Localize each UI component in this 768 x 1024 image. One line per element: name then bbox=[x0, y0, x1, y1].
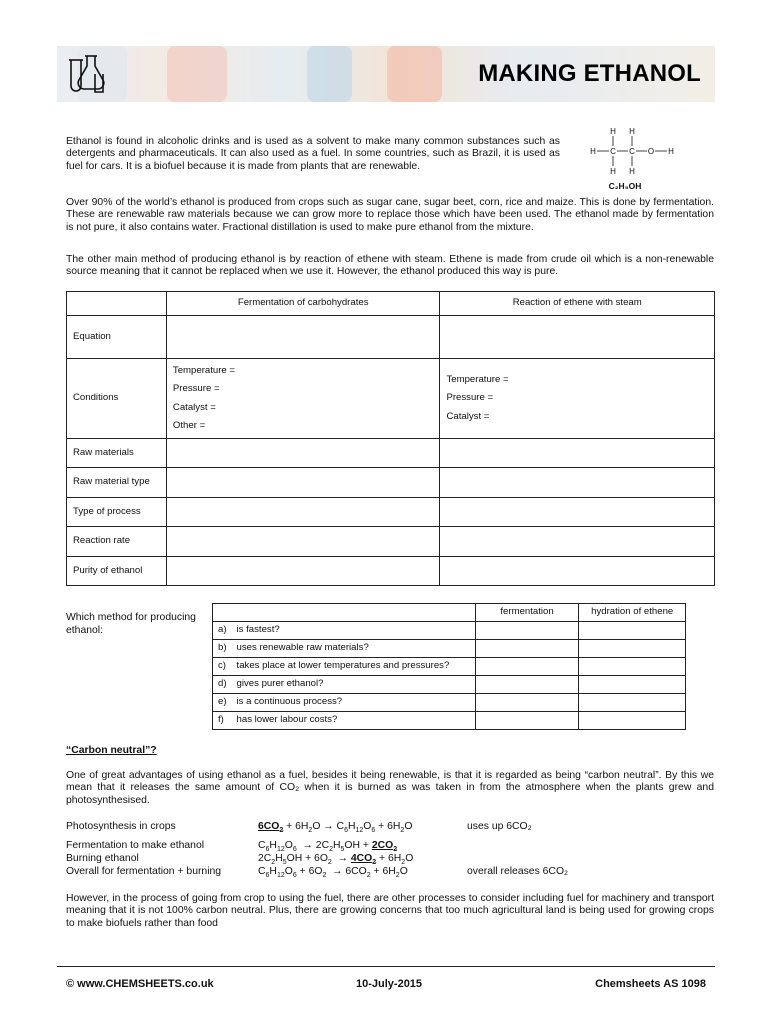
row-label: Type of process bbox=[67, 498, 167, 527]
process-note: uses up 6CO₂ bbox=[467, 821, 532, 832]
item-letter: e) bbox=[213, 694, 232, 712]
item-question: takes place at lower temperatures and pressures? bbox=[232, 658, 476, 676]
item-question: is fastest? bbox=[232, 622, 476, 640]
page-title: MAKING ETHANOL bbox=[478, 60, 701, 87]
answer-cell[interactable] bbox=[475, 640, 579, 658]
atom-label: C bbox=[610, 147, 616, 156]
overall-equation: $C_6H_{12}O_6 + 6O_2 \to 6CO_2 + 6H_2O$ bbox=[258, 866, 408, 880]
condition-label: Temperature = bbox=[172, 364, 236, 376]
which-method-label: Which method for producing ethanol: bbox=[66, 612, 196, 636]
row-label: Equation bbox=[67, 316, 167, 359]
intro-paragraph-1: Ethanol is found in alcoholic drinks and is used as a solvent to make many common substances such as detergents and pharmaceuticals. It can also used as a fuel. In some countries, such as Brazil, it is used as fuel for cars. It is a biofuel because it is made from plants that are renewable. bbox=[66, 136, 560, 172]
item-question: has lower labour costs? bbox=[232, 712, 476, 730]
answer-cell[interactable] bbox=[440, 468, 715, 498]
carbon-neutral-paragraph: One of great advantages of using ethanol as a fuel, besides it being renewable, is that it is regarded as being “carbon neutral”. By this we mean that it releases the same amount of CO₂ when it is burned as was taken in from the atmosphere when the plants grew and photosynthesised. bbox=[66, 770, 714, 806]
photosynthesis-equation: $6CO_2 + 6H_2O \to C_6H_{12}O_6 + 6H_2O$ bbox=[258, 821, 413, 835]
banner-decoration bbox=[387, 46, 442, 102]
closing-paragraph: However, in the process of going from crop to using the fuel, there are other processes to consider including fuel for machinery and transport meaning that it is not 100% carbon neutral. Plus, there are growing concerns that too much agricultural land is being used for growing crops to make biofuels rather than food bbox=[66, 893, 714, 929]
process-label: Fermentation to make ethanol bbox=[66, 840, 205, 851]
process-label: Burning ethanol bbox=[66, 853, 139, 864]
column-header-hydration: hydration of ethene bbox=[579, 604, 686, 622]
footer-divider bbox=[57, 966, 715, 967]
process-note: overall releases 6CO₂ bbox=[467, 866, 569, 877]
item-letter: d) bbox=[213, 676, 232, 694]
answer-cell[interactable] bbox=[166, 439, 440, 468]
atom-label: H bbox=[629, 127, 635, 136]
row-label: Purity of ethanol bbox=[67, 557, 167, 586]
condition-label: Temperature = bbox=[446, 373, 509, 385]
answer-cell[interactable] bbox=[440, 439, 715, 468]
footer-website: © www.CHEMSHEETS.co.uk bbox=[66, 978, 214, 990]
comparison-table bbox=[66, 291, 715, 586]
atom-label: H bbox=[590, 147, 596, 156]
header-empty-cell bbox=[67, 292, 167, 316]
banner-decoration bbox=[167, 46, 227, 102]
row-label: Raw material type bbox=[67, 468, 167, 498]
burning-equation: $2C_2H_5OH + 6O_2 \to 4CO_2 + 6H_2O$ bbox=[258, 853, 414, 867]
header-banner bbox=[57, 46, 715, 102]
answer-cell[interactable] bbox=[440, 316, 715, 359]
atom-label: H bbox=[610, 127, 616, 136]
item-letter: c) bbox=[213, 658, 232, 676]
atom-label: O bbox=[647, 147, 655, 156]
atom-label: H bbox=[610, 167, 616, 176]
row-label: Raw materials bbox=[67, 439, 167, 468]
answer-cell[interactable] bbox=[166, 557, 440, 586]
answer-cell[interactable] bbox=[579, 640, 686, 658]
column-header-fermentation: Fermentation of carbohydrates bbox=[166, 292, 440, 316]
column-header-fermentation: fermentation bbox=[475, 604, 579, 622]
answer-cell[interactable] bbox=[166, 527, 440, 557]
answer-cell[interactable] bbox=[166, 468, 440, 498]
which-method-table bbox=[212, 603, 686, 730]
atom-label: C bbox=[629, 147, 635, 156]
answer-cell[interactable] bbox=[475, 712, 579, 730]
item-question: gives purer ethanol? bbox=[232, 676, 476, 694]
column-header-ethene-steam: Reaction of ethene with steam bbox=[440, 292, 715, 316]
footer-date: 10-July-2015 bbox=[356, 978, 423, 990]
ethanol-structure-diagram bbox=[585, 126, 685, 192]
atom-label: H bbox=[629, 167, 635, 176]
answer-cell[interactable] bbox=[475, 694, 579, 712]
conditions-cell-ethene[interactable] bbox=[440, 359, 715, 439]
answer-cell[interactable] bbox=[440, 527, 715, 557]
header-empty-cell bbox=[213, 604, 476, 622]
answer-cell[interactable] bbox=[579, 676, 686, 694]
intro-paragraph-3: The other main method of producing ethanol is by reaction of ethene with steam. Ethene is made from crude oil which is a non-renewable source meaning that it cannot be replaced when we use it. However, the ethanol produced this way is pure. bbox=[66, 254, 714, 278]
glassware-icon bbox=[65, 52, 107, 98]
condition-label: Catalyst = bbox=[446, 410, 490, 422]
footer-sheet-code: Chemsheets AS 1098 bbox=[595, 978, 706, 990]
molecular-formula: C₂H₅OH bbox=[608, 181, 642, 191]
answer-cell[interactable] bbox=[579, 694, 686, 712]
fermentation-equation: $C_6H_{12}O_6 \to 2C_2H_5OH + 2CO_2$ bbox=[258, 840, 398, 854]
carbon-neutral-heading: “Carbon neutral”? bbox=[66, 745, 157, 756]
answer-cell[interactable] bbox=[475, 658, 579, 676]
banner-decoration bbox=[307, 46, 352, 102]
condition-label: Catalyst = bbox=[172, 401, 216, 413]
answer-cell[interactable] bbox=[475, 676, 579, 694]
row-label: Conditions bbox=[67, 359, 167, 439]
answer-cell[interactable] bbox=[475, 622, 579, 640]
conditions-cell-fermentation[interactable] bbox=[166, 359, 440, 439]
item-letter: b) bbox=[213, 640, 232, 658]
item-letter: a) bbox=[213, 622, 232, 640]
answer-cell[interactable] bbox=[440, 557, 715, 586]
answer-cell[interactable] bbox=[579, 658, 686, 676]
item-letter: f) bbox=[213, 712, 232, 730]
answer-cell[interactable] bbox=[166, 316, 440, 359]
condition-label: Pressure = bbox=[446, 392, 494, 404]
condition-label: Other = bbox=[172, 420, 206, 431]
answer-cell[interactable] bbox=[440, 498, 715, 527]
answer-cell[interactable] bbox=[579, 622, 686, 640]
row-label: Reaction rate bbox=[67, 527, 167, 557]
atom-label: H bbox=[668, 147, 674, 156]
intro-paragraph-2: Over 90% of the world’s ethanol is produced from crops such as sugar cane, sugar beet, corn, rice and maize. This is done by fermentation. These are renewable raw materials because we can grow more to replace those which have been used. The ethanol made by fermentation is not pure, it also contains water. Fractional distillation is used to make pure ethanol from the mixture. bbox=[66, 197, 714, 233]
item-question: is a continuous process? bbox=[232, 694, 476, 712]
answer-cell[interactable] bbox=[166, 498, 440, 527]
process-label: Photosynthesis in crops bbox=[66, 821, 176, 832]
item-question: uses renewable raw materials? bbox=[232, 640, 476, 658]
process-label: Overall for fermentation + burning bbox=[66, 866, 222, 877]
condition-label: Pressure = bbox=[172, 383, 220, 394]
answer-cell[interactable] bbox=[579, 712, 686, 730]
